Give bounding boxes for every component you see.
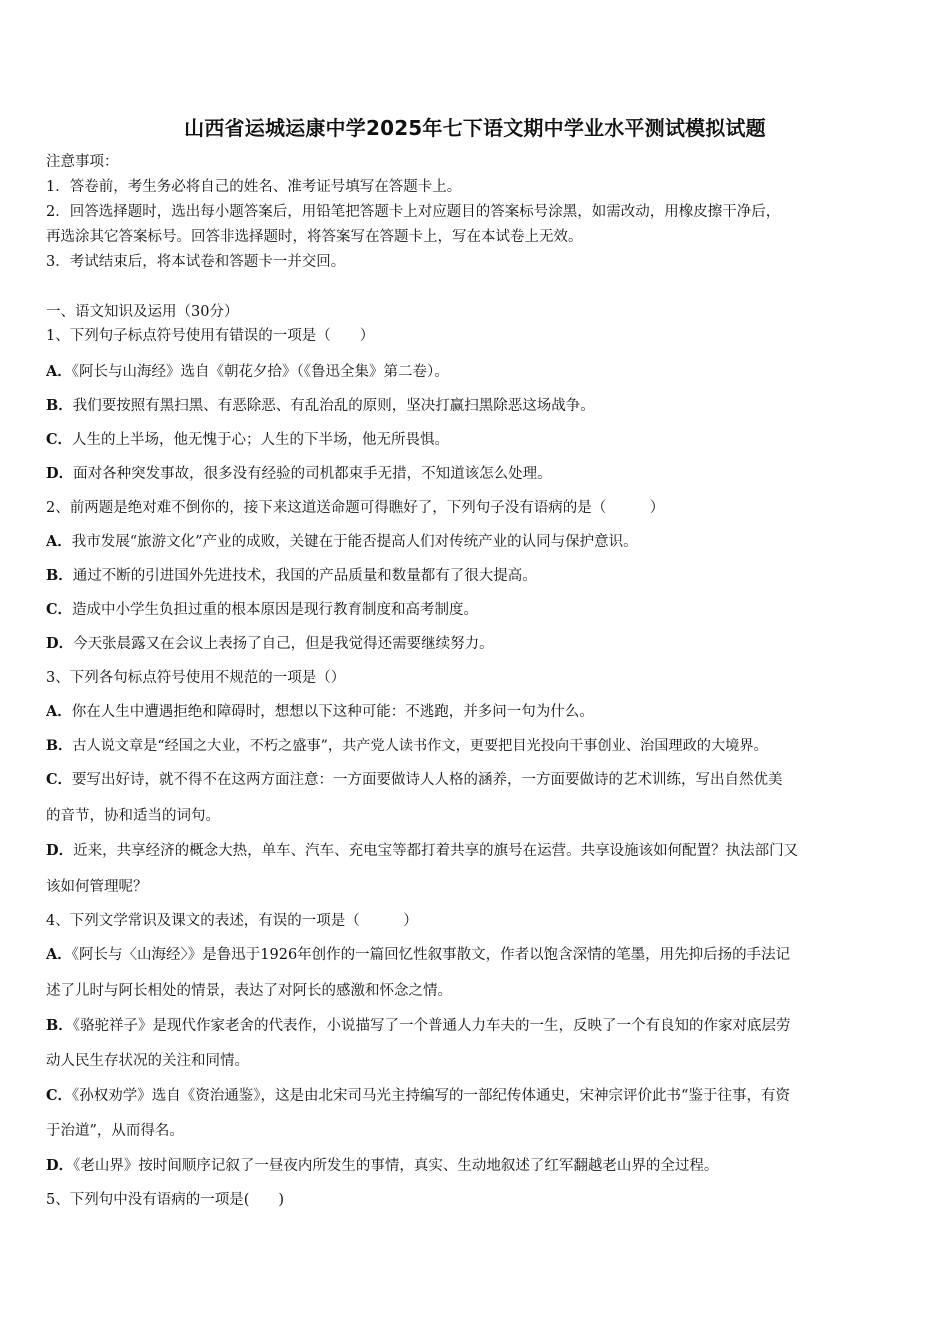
option-text: 《阿长与山海经》选自《朝花夕拾》（《鲁迅全集》第二卷）。 <box>71 364 449 380</box>
question-3-option-c <box>46 770 908 790</box>
question-2-stem: 2、前两题是绝对难不倒你的，接下来这道送命题可得瞧好了，下列句子没有语病的是（ ） <box>46 500 665 516</box>
option-label: A． <box>46 363 72 380</box>
notice-item-2-cont: 再选涂其它答案标号。回答非选择题时，将答案写在答题卡上，写在本试卷上无效。 <box>46 229 583 245</box>
question-4-option-d <box>46 1156 908 1176</box>
question-3-option-d-cont: 该如何管理呢？ <box>46 879 148 895</box>
option-label: B． <box>46 1017 73 1034</box>
option-label: D． <box>46 1157 74 1174</box>
notice-item-2: 2．回答选择题时，选出每小题答案后，用铅笔把答题卡上对应题目的答案标号涂黑，如需改动，用橡皮擦干净后， <box>46 204 781 220</box>
question-2-option-d <box>46 634 908 654</box>
question-1-option-d <box>46 464 908 484</box>
option-text: 《阿长与〈山海经〉》是鲁迅于1926年创作的一篇回忆性叙事散文，作者以饱含深情的笔墨，用先抑后扬的手法记 <box>71 947 791 963</box>
notice-item-1: 1．答卷前，考生务必将自己的姓名、准考证号填写在答题卡上。 <box>46 179 462 195</box>
section-heading: 一、语文知识及运用（30分） <box>46 304 239 320</box>
option-label: B． <box>46 738 73 754</box>
question-4-option-c <box>46 1086 908 1106</box>
question-1-option-a <box>46 362 908 382</box>
option-label: C． <box>46 1087 73 1104</box>
question-3-option-d <box>46 841 908 861</box>
option-label: C． <box>46 601 73 618</box>
option-label: A． <box>46 533 72 550</box>
question-4-option-a-cont: 述了儿时与阿长相处的情景，表达了对阿长的感激和怀念之情。 <box>46 983 452 999</box>
notice-item-3: 3．考试结束后，将本试卷和答题卡一并交回。 <box>46 254 346 270</box>
question-4-option-b <box>46 1016 908 1036</box>
option-label: B． <box>46 567 73 584</box>
question-2-option-a <box>46 532 908 552</box>
option-text: 《老山界》按时间顺序记叙了一昼夜内所发生的事情，真实、生动地叙述了红军翻越老山界的全过程。 <box>73 1158 719 1174</box>
option-text: 我市发展“旅游文化”产业的成败，关键在于能否提高人们对传统产业的认同与保护意识。 <box>71 534 638 550</box>
option-text: 《孙权劝学》选自《资治通鉴》，这是由北宋司马光主持编写的一部纪传体通史，宋神宗评价此书“鉴于往事，有资 <box>72 1088 790 1104</box>
option-label: C． <box>46 431 73 448</box>
notice-heading: 注意事项： <box>46 154 119 170</box>
option-label: D． <box>46 842 74 859</box>
option-text: 通过不断的引进国外先进技术，我国的产品质量和数量都有了很大提高。 <box>72 568 537 584</box>
option-text: 《骆驼祥子》是现代作家老舍的代表作，小说描写了一个普通人力车夫的一生，反映了一个有良知的作家对底层劳 <box>72 1018 791 1034</box>
option-text: 你在人生中遭遇拒绝和障碍时，想想以下这种可能：不逃跑，并多问一句为什么。 <box>71 704 594 720</box>
question-4-option-c-cont: 于治道”，从而得名。 <box>46 1123 184 1139</box>
question-1-option-c <box>46 430 908 450</box>
question-3-option-b <box>46 736 908 756</box>
question-3-option-c-cont: 的音节，协和适当的词句。 <box>46 808 220 824</box>
option-text: 今天张晨露又在会议上表扬了自己，但是我觉得还需要继续努力。 <box>73 636 494 652</box>
question-4-option-b-cont: 动人民生存状况的关注和同情。 <box>46 1053 249 1069</box>
question-4-option-a <box>46 945 908 965</box>
exam-title: 山西省运城运康中学2025年七下语文期中学业水平测试模拟试题 <box>184 116 766 140</box>
question-2-option-b <box>46 566 908 586</box>
question-3-option-a <box>46 702 908 722</box>
option-text: 造成中小学生负担过重的根本原因是现行教育制度和高考制度。 <box>72 602 479 618</box>
question-1-stem: 1、下列句子标点符号使用有错误的一项是（ ） <box>46 328 375 344</box>
question-2-option-c <box>46 600 908 620</box>
option-text: 古人说文章是“经国之大业，不朽之盛事”，共产党人读书作文，更要把目光投向干事创业、治国理政的大境界。 <box>72 738 768 754</box>
question-4-stem: 4、下列文学常识及课文的表述，有误的一项是（ ） <box>46 913 418 929</box>
option-text: 人生的上半场，他无愧于心；人生的下半场，他无所畏惧。 <box>72 432 450 448</box>
question-3-stem: 3、下列各句标点符号使用不规范的一项是（） <box>46 670 346 686</box>
question-1-option-b <box>46 396 908 416</box>
option-text: 我们要按照有黑扫黑、有恶除恶、有乱治乱的原则，坚决打赢扫黑除恶这场战争。 <box>72 398 595 414</box>
option-label: B． <box>46 397 73 414</box>
option-label: D． <box>46 465 74 482</box>
option-text: 近来，共享经济的概念大热，单车、汽车、充电宝等都打着共享的旗号在运营。共享设施该如何配置？执法部门又 <box>73 843 799 859</box>
question-5-stem: 5、下列句中没有语病的一项是( ) <box>46 1192 285 1208</box>
option-text: 面对各种突发事故，很多没有经验的司机都束手无措，不知道该怎么处理。 <box>73 466 552 482</box>
option-label: A． <box>46 703 72 720</box>
option-label: D． <box>46 635 74 652</box>
option-label: A． <box>46 946 72 963</box>
option-text: 要写出好诗，就不得不在这两方面注意：一方面要做诗人人格的涵养，一方面要做诗的艺术训练，写出自然优美 <box>72 772 783 788</box>
option-label: C． <box>46 771 73 788</box>
